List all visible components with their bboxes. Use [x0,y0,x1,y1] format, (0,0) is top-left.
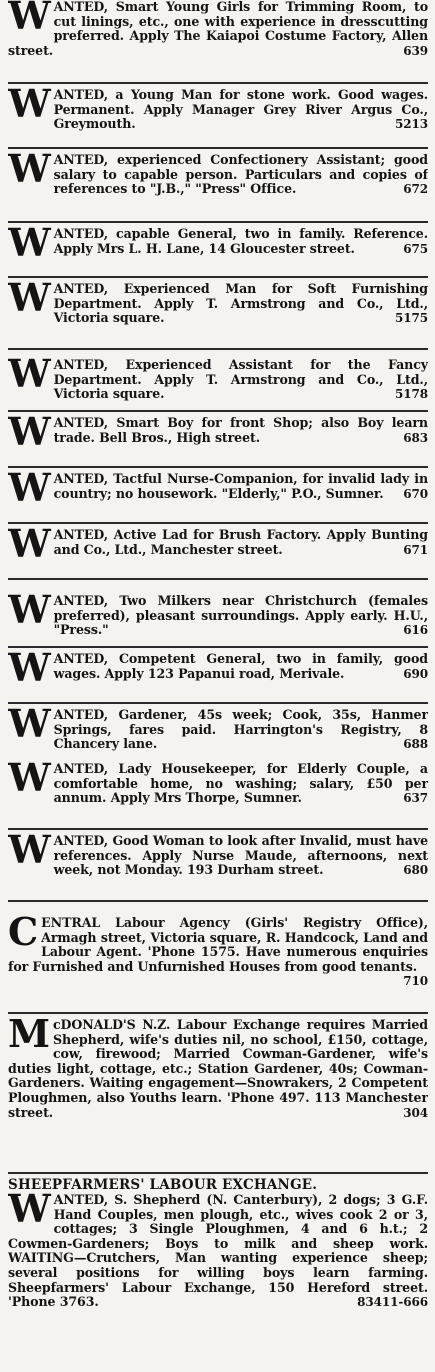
ad-reference-number: 616 [403,623,428,638]
ad-reference-number: 304 [403,1105,428,1120]
ad-text: ANTED, Active Lad for Brush Factory. Apply Bunting and Co., Ltd., Manchester street. [53,527,428,557]
drop-capital: W [8,1186,51,1231]
ad-reference-number: 5178 [395,387,428,402]
ad-text: ANTED, Experienced Assistant for the Fancy Department. Apply T. Armstrong and Co., Ltd., Victoria square. [53,357,428,402]
ad-text: ANTED, S. Shepherd (N. Canterbury), 2 dogs; 3 G.F. Hand Couples, men plough, etc., wives cook 2 or 3, cottages; 3 Single Ploughmen, 4 and 6 h.t.; 2 Cowmen-Gardeners; Boys to milk and sheep work. WAITING—Crutchers, Man wanting experience sheep; several positions for willing boys learn farming. Sheepfarmers' Labour Exchange, 150 Hereford street. 'Phone 3763. [8,1192,428,1310]
classified-ad [8,84,428,147]
classified-ad [8,0,428,82]
ad-reference-number: 671 [403,542,428,557]
ad-reference-number: 675 [403,241,428,256]
ad-reference-number: 639 [403,43,428,58]
ad-reference-number: 5213 [395,117,428,132]
ad-reference-number: 670 [403,486,428,501]
ad-text: ENTRAL Labour Agency (Girls' Registry Office), Armagh street, Victoria square, R. Handcock, Land and Labour Agent. 'Phone 1575. Have numerous enquiries for Furnished and Unfurnished Houses from good tenants. [8,915,428,974]
drop-capital: C [8,909,39,954]
ad-reference-number: 83411-666 [357,1295,428,1310]
ad-reference-number: 5175 [395,311,428,326]
classified-ad [8,830,428,900]
classified-ad [8,704,428,758]
ad-reference-number: 710 [403,974,428,989]
drop-capital: W [8,524,51,566]
ad-reference-number: 680 [403,863,428,878]
ad-text: ANTED, Lady Housekeeper, for Elderly Couple, a comfortable home, no washing; salary, £50 per annum. Apply Mrs Thorpe, Sumner. [53,761,428,806]
drop-capital: W [8,704,51,746]
ad-text: ANTED, a Young Man for stone work. Good wages. Permanent. Apply Manager Grey River Argus Co., Greymouth. [53,87,428,132]
classified-ad [8,1014,428,1172]
ad-text: ANTED, Smart Young Girls for Trimming Room, to cut linings, etc., one with experience in dresscutting preferred. Apply The Kaiapoi Costume Factory, Allen street. [8,0,428,58]
ad-heading: SHEEPFARMERS' LABOUR EXCHANGE. [8,1177,318,1193]
ad-text: ANTED, Experienced Man for Soft Furnishing Department. Apply T. Armstrong and Co., Ltd., Victoria square. [53,281,428,326]
drop-capital: W [8,830,51,872]
classified-ad [8,223,428,276]
classified-ad [8,1174,428,1367]
ad-text: ANTED, Tactful Nurse-Companion, for invalid lady in country; no housework. "Elderly," P.O., Sumner. [53,471,428,501]
classified-ad [8,468,428,522]
drop-capital: W [8,84,51,126]
ad-reference-number: 690 [403,666,428,681]
classified-ad [8,902,428,1012]
drop-capital: W [8,412,51,454]
classified-ad [8,149,428,221]
ad-reference-number: 672 [403,182,428,197]
classified-ad [8,648,428,702]
drop-capital: W [8,223,51,265]
drop-capital: W [8,0,51,38]
ad-reference-number: 688 [403,737,428,752]
classified-ad [8,524,428,578]
classified-column [8,0,428,1367]
drop-capital: W [8,149,51,191]
ad-text: ANTED, Smart Boy for front Shop; also Boy learn trade. Bell Bros., High street. [53,415,428,445]
classified-ad [8,278,428,348]
drop-capital: W [8,351,51,396]
ad-text: ANTED, Good Woman to look after Invalid, must have references. Apply Nurse Maude, afternoons, next week, not Monday. 193 Durham street. [53,833,428,878]
ad-text: ANTED, capable General, two in family. Reference. Apply Mrs L. H. Lane, 14 Gloucester street. [53,226,428,256]
drop-capital: W [8,587,51,632]
classified-ad [8,580,428,646]
classified-ad [8,412,428,466]
classified-ad [8,350,428,410]
ad-text: ANTED, Gardener, 45s week; Cook, 35s, Hanmer Springs, fares paid. Harrington's Registry, 8 Chancery lane. [53,707,428,752]
ad-reference-number: 683 [403,430,428,445]
drop-capital: W [8,758,51,800]
drop-capital: W [8,648,51,690]
classified-ad [8,758,428,828]
ad-text: ANTED, Competent General, two in family, good wages. Apply 123 Papanui road, Merivale. [53,651,428,681]
ad-text: ANTED, experienced Confectionery Assistant; good salary to capable person. Particulars and copies of references to "J.B.," "Press" Office. [53,152,428,197]
drop-capital: M [8,1014,50,1056]
drop-capital: W [8,278,51,320]
ad-text: cDONALD'S N.Z. Labour Exchange requires Married Shepherd, wife's duties nil, no school, £150, cottage, cow, firewood; Married Cowman-Gardener, wife's duties light, cottage, etc.; Station Gardener, 40s; Cowman-Gardeners. Waiting engagement—Snowrakers, 2 Competent Ploughmen, also Youths learn. 'Phone 497. 113 Manchester street. [8,1017,428,1120]
ad-text: ANTED, Two Milkers near Christchurch (females preferred), pleasant surroundings. Apply early. H.U., "Press." [53,593,428,638]
drop-capital: W [8,468,51,510]
ad-reference-number: 637 [403,791,428,806]
